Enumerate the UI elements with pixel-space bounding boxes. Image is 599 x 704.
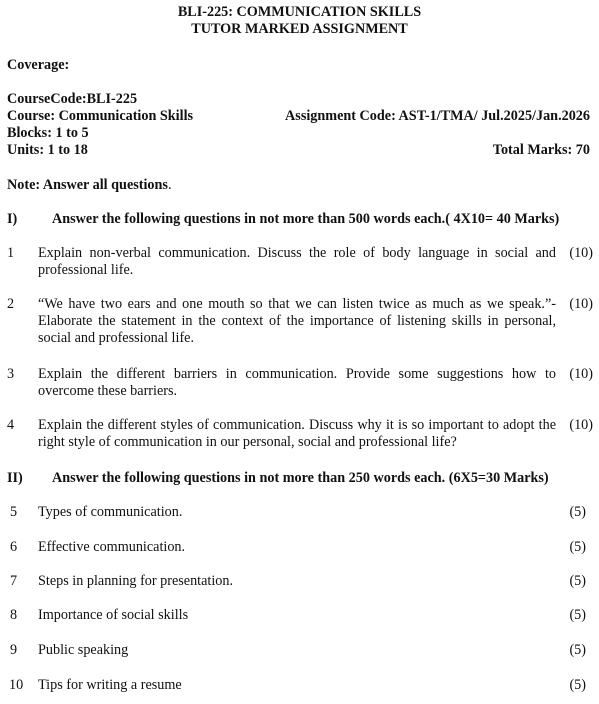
units-info: Units: 1 to 18 bbox=[7, 142, 88, 158]
question-marks: (5) bbox=[569, 573, 586, 589]
document-subtitle: TUTOR MARKED ASSIGNMENT bbox=[191, 21, 408, 37]
question-number: 2 bbox=[7, 296, 15, 312]
section-1-heading: Answer the following questions in not more than 500 words each.( 4X10= 40 Marks) bbox=[52, 211, 560, 227]
section-2-numeral: II) bbox=[7, 470, 23, 486]
question-marks: (10) bbox=[569, 245, 593, 261]
question-marks: (10) bbox=[569, 296, 593, 312]
question-text: Effective communication. bbox=[38, 539, 186, 555]
question-text: “We have two ears and one mouth so that we can listen twice as much as we speak.”- Elaborate the statement in the context of the importance of listening skills in personal, social and professional life. bbox=[38, 296, 556, 346]
question-text: Explain the different barriers in communication. Provide some suggestions how to overcome these barriers. bbox=[38, 366, 556, 399]
section-2-heading: Answer the following questions in not more than 250 words each. (6X5=30 Marks) bbox=[52, 470, 549, 486]
question-number: 8 bbox=[10, 607, 18, 623]
question-marks: (5) bbox=[569, 642, 586, 658]
document-title: BLI-225: COMMUNICATION SKILLS bbox=[177, 4, 422, 20]
total-marks: Total Marks: 70 bbox=[492, 142, 590, 158]
question-number: 7 bbox=[10, 573, 18, 589]
question-marks: (10) bbox=[569, 366, 593, 382]
course-name: Course: Communication Skills bbox=[7, 108, 194, 124]
question-marks: (5) bbox=[569, 504, 586, 520]
question-number: 10 bbox=[9, 677, 24, 693]
note bbox=[7, 177, 171, 194]
question-marks: (5) bbox=[569, 539, 586, 555]
question-text: Steps in planning for presentation. bbox=[38, 573, 234, 589]
question-text: Explain non-verbal communication. Discuss the role of body language in social and professional life. bbox=[38, 245, 556, 278]
question-text: Types of communication. bbox=[38, 504, 183, 520]
question-number: 1 bbox=[7, 245, 15, 261]
question-text: Tips for writing a resume bbox=[38, 677, 182, 693]
note-period: . bbox=[167, 177, 172, 193]
assignment-code: Assignment Code: AST-1/TMA/ Jul.2025/Jan.2026 bbox=[285, 108, 590, 124]
question-text: Importance of social skills bbox=[38, 607, 189, 623]
question-text: Public speaking bbox=[38, 642, 129, 658]
question-marks: (5) bbox=[569, 677, 586, 693]
question-marks: (10) bbox=[569, 417, 593, 433]
question-number: 6 bbox=[10, 539, 18, 555]
question-text: Explain the different styles of communication. Discuss why it is so important to adopt the right style of communication in our personal, social and professional life? bbox=[38, 417, 556, 450]
course-code: CourseCode:BLI-225 bbox=[7, 91, 138, 107]
question-number: 4 bbox=[7, 417, 15, 433]
question-number: 3 bbox=[7, 366, 15, 382]
coverage-label: Coverage: bbox=[7, 57, 70, 73]
blocks-info: Blocks: 1 to 5 bbox=[7, 125, 89, 141]
section-1-numeral: I) bbox=[7, 211, 18, 227]
question-marks: (5) bbox=[569, 607, 586, 623]
question-number: 5 bbox=[10, 504, 18, 520]
note-label: Note: Answer all questions bbox=[7, 177, 168, 193]
question-number: 9 bbox=[10, 642, 18, 658]
